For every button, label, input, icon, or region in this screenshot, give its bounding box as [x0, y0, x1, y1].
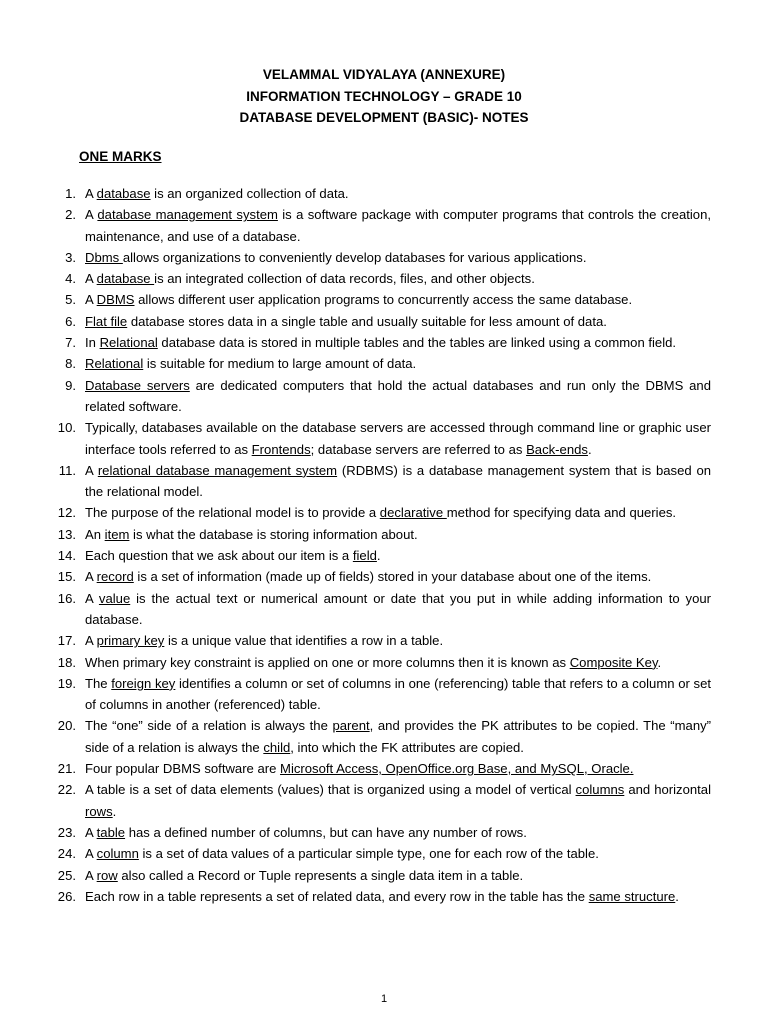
key-term: item: [104, 526, 130, 542]
item-number: 12.: [57, 505, 76, 521]
item-text: A: [85, 590, 99, 606]
list-item: [0, 779, 768, 822]
list-item: [0, 460, 768, 503]
page-number: 1: [380, 993, 388, 1005]
key-term: table: [96, 824, 126, 840]
item-text: is the actual text or numerical amount or date that you put in while adding information to your database.: [85, 590, 711, 627]
item-text: is what the database is storing information about.: [129, 526, 418, 542]
item-text: .: [112, 803, 117, 819]
item-text: Each question that we ask about our item is a: [85, 548, 353, 564]
item-text: .: [657, 654, 662, 670]
key-term: Back-ends: [526, 441, 588, 457]
item-number: 5.: [65, 292, 76, 308]
item-number: 26.: [57, 888, 76, 904]
item-text: Four popular DBMS software are: [85, 761, 281, 777]
item-text: .: [587, 441, 592, 457]
key-term: primary key: [96, 633, 165, 649]
key-term: Relational: [85, 356, 144, 372]
item-text: The purpose of the relational model is to provide a: [85, 505, 380, 521]
list-item: [0, 289, 768, 310]
school-name: VELAMMAL VIDYALAYA (ANNEXURE): [262, 67, 506, 82]
item-number: 11.: [58, 462, 76, 478]
list-item: [0, 417, 768, 460]
key-term: Frontends: [251, 441, 311, 457]
key-term: Composite Key: [569, 654, 658, 670]
item-number: 8.: [65, 356, 76, 372]
notes-list: [0, 183, 768, 907]
item-text: A: [85, 271, 97, 287]
item-text: Typically, databases available on the database servers are accessed through command line or graphic user interface tools referred to as: [85, 420, 711, 457]
list-item: [0, 758, 768, 779]
list-item: [0, 588, 768, 631]
list-item: [0, 865, 768, 886]
item-number: 15.: [57, 569, 76, 585]
key-term: value: [98, 590, 131, 606]
key-term: Database servers: [85, 377, 190, 393]
item-number: 1.: [65, 186, 76, 201]
key-term: Relational: [99, 335, 158, 351]
key-term: columns: [575, 782, 625, 798]
item-number: 14.: [57, 548, 76, 564]
notes-title: DATABASE DEVELOPMENT (BASIC)- NOTES: [239, 110, 529, 125]
item-text: identifies a column or set of columns in one (referencing) table that refers to a column or set of columns in another (referenced) table.: [85, 675, 711, 713]
key-term: declarative: [379, 505, 447, 521]
subject-grade: INFORMATION TECHNOLOGY – GRADE 10: [246, 88, 522, 104]
item-text: A: [85, 633, 97, 649]
list-item: [0, 353, 768, 374]
key-term: record: [96, 569, 134, 585]
item-number: 4.: [65, 271, 76, 287]
list-item: [0, 524, 768, 545]
item-text: In: [85, 335, 100, 351]
list-item: [0, 502, 768, 523]
item-number: 19.: [57, 675, 76, 691]
item-text: is a software package with computer programs that controls the creation, maintenance, and use of a database.: [85, 207, 711, 244]
item-number: 21.: [57, 761, 76, 777]
key-term: Flat file: [85, 313, 128, 329]
item-text: is an organized collection of data.: [150, 186, 349, 201]
item-text: A: [85, 462, 98, 478]
list-item: [0, 843, 768, 864]
key-term: rows: [85, 803, 113, 819]
key-term: same structure: [588, 888, 676, 904]
item-text: are dedicated computers that hold the actual databases and run only the DBMS and related software.: [85, 377, 711, 414]
item-text: allows different user application programs to concurrently access the same database.: [134, 292, 633, 308]
item-number: 10.: [57, 420, 76, 436]
item-text: ; database servers are referred to as: [310, 441, 527, 457]
item-number: 13.: [57, 526, 76, 542]
item-number: 7.: [65, 335, 76, 351]
section-title: ONE MARKS: [79, 149, 162, 164]
key-term: parent: [332, 718, 370, 734]
item-number: 9.: [65, 377, 76, 393]
item-number: 24.: [57, 846, 76, 862]
item-number: 16.: [57, 590, 76, 606]
item-text: is a set of data values of a particular simple type, one for each row of the table.: [138, 846, 599, 862]
item-text: method for specifying data and queries.: [446, 505, 677, 521]
item-text: database data is stored in multiple tables and the tables are linked using a common field.: [157, 335, 677, 351]
item-text: database stores data in a single table and usually suitable for less amount of data.: [127, 313, 607, 329]
item-text: A: [85, 569, 97, 585]
key-term: foreign key: [111, 675, 176, 691]
item-number: 3.: [65, 249, 76, 265]
item-text: .: [675, 888, 679, 904]
list-item: [0, 332, 768, 353]
list-item: [0, 268, 768, 289]
key-term: column: [96, 846, 139, 862]
item-text: The: [85, 675, 112, 691]
document-header: [0, 64, 768, 129]
list-item: [0, 630, 768, 651]
item-text: Each row in a table represents a set of related data, and every row in the table has the: [85, 888, 589, 904]
item-text: A table is a set of data elements (values) that is organized using a model of vertical: [85, 782, 576, 798]
item-text: A: [85, 186, 97, 201]
list-item: [0, 822, 768, 843]
item-text: The “one” side of a relation is always the: [85, 718, 333, 734]
key-term: database: [96, 186, 151, 201]
item-number: 2.: [65, 207, 76, 223]
item-text: A: [85, 207, 98, 223]
item-text: .: [376, 548, 381, 564]
key-term: field: [352, 548, 377, 564]
key-term: relational database management system: [97, 462, 338, 478]
item-text: , and provides the PK attributes to be copied. The “many” side of a relation is always the: [85, 718, 712, 755]
list-item: [0, 545, 768, 566]
item-number: 6.: [65, 313, 76, 329]
item-text: An: [85, 526, 105, 542]
key-term: DBMS: [96, 292, 135, 308]
item-text: also called a Record or Tuple represents a single data item in a table.: [117, 867, 524, 883]
item-text: , into which the FK attributes are copied.: [290, 739, 524, 755]
key-term: Dbms: [85, 249, 123, 265]
key-term: database: [96, 271, 155, 287]
list-item: [0, 652, 768, 673]
item-number: 18.: [57, 654, 76, 670]
item-text: A: [85, 824, 97, 840]
list-item: [0, 183, 768, 204]
list-item: [0, 886, 768, 907]
list-item: [0, 673, 768, 716]
key-term: Microsoft Access, OpenOffice.org Base, and MySQL, Oracle.: [280, 761, 634, 777]
item-number: 20.: [57, 718, 76, 734]
list-item: [0, 566, 768, 587]
item-text: is a unique value that identifies a row in a table.: [164, 633, 444, 649]
item-text: has a defined number of columns, but can have any number of rows.: [125, 824, 527, 840]
key-term: child: [263, 739, 291, 755]
list-item: [0, 715, 768, 758]
item-text: is suitable for medium to large amount of data.: [143, 356, 417, 372]
item-number: 23.: [57, 824, 76, 840]
item-text: and horizontal: [624, 782, 711, 798]
key-term: database management system: [97, 207, 278, 223]
list-item: [0, 375, 768, 418]
list-item: [0, 204, 768, 247]
list-item: [0, 311, 768, 332]
item-text: A: [85, 292, 97, 308]
key-term: row: [96, 867, 118, 883]
item-number: 25.: [57, 867, 76, 883]
item-text: is a set of information (made up of fields) stored in your database about one of the items.: [133, 569, 652, 585]
item-text: When primary key constraint is applied on one or more columns then it is known as: [85, 654, 570, 670]
item-text: is an integrated collection of data records, files, and other objects.: [154, 271, 535, 287]
item-text: (RDBMS) is a database management system that is based on the relational model.: [85, 462, 712, 500]
item-text: A: [85, 867, 97, 883]
item-number: 17.: [57, 633, 76, 649]
item-text: A: [85, 846, 97, 862]
item-number: 22.: [57, 782, 76, 798]
list-item: [0, 247, 768, 268]
item-text: allows organizations to conveniently develop databases for various applications.: [122, 249, 587, 265]
